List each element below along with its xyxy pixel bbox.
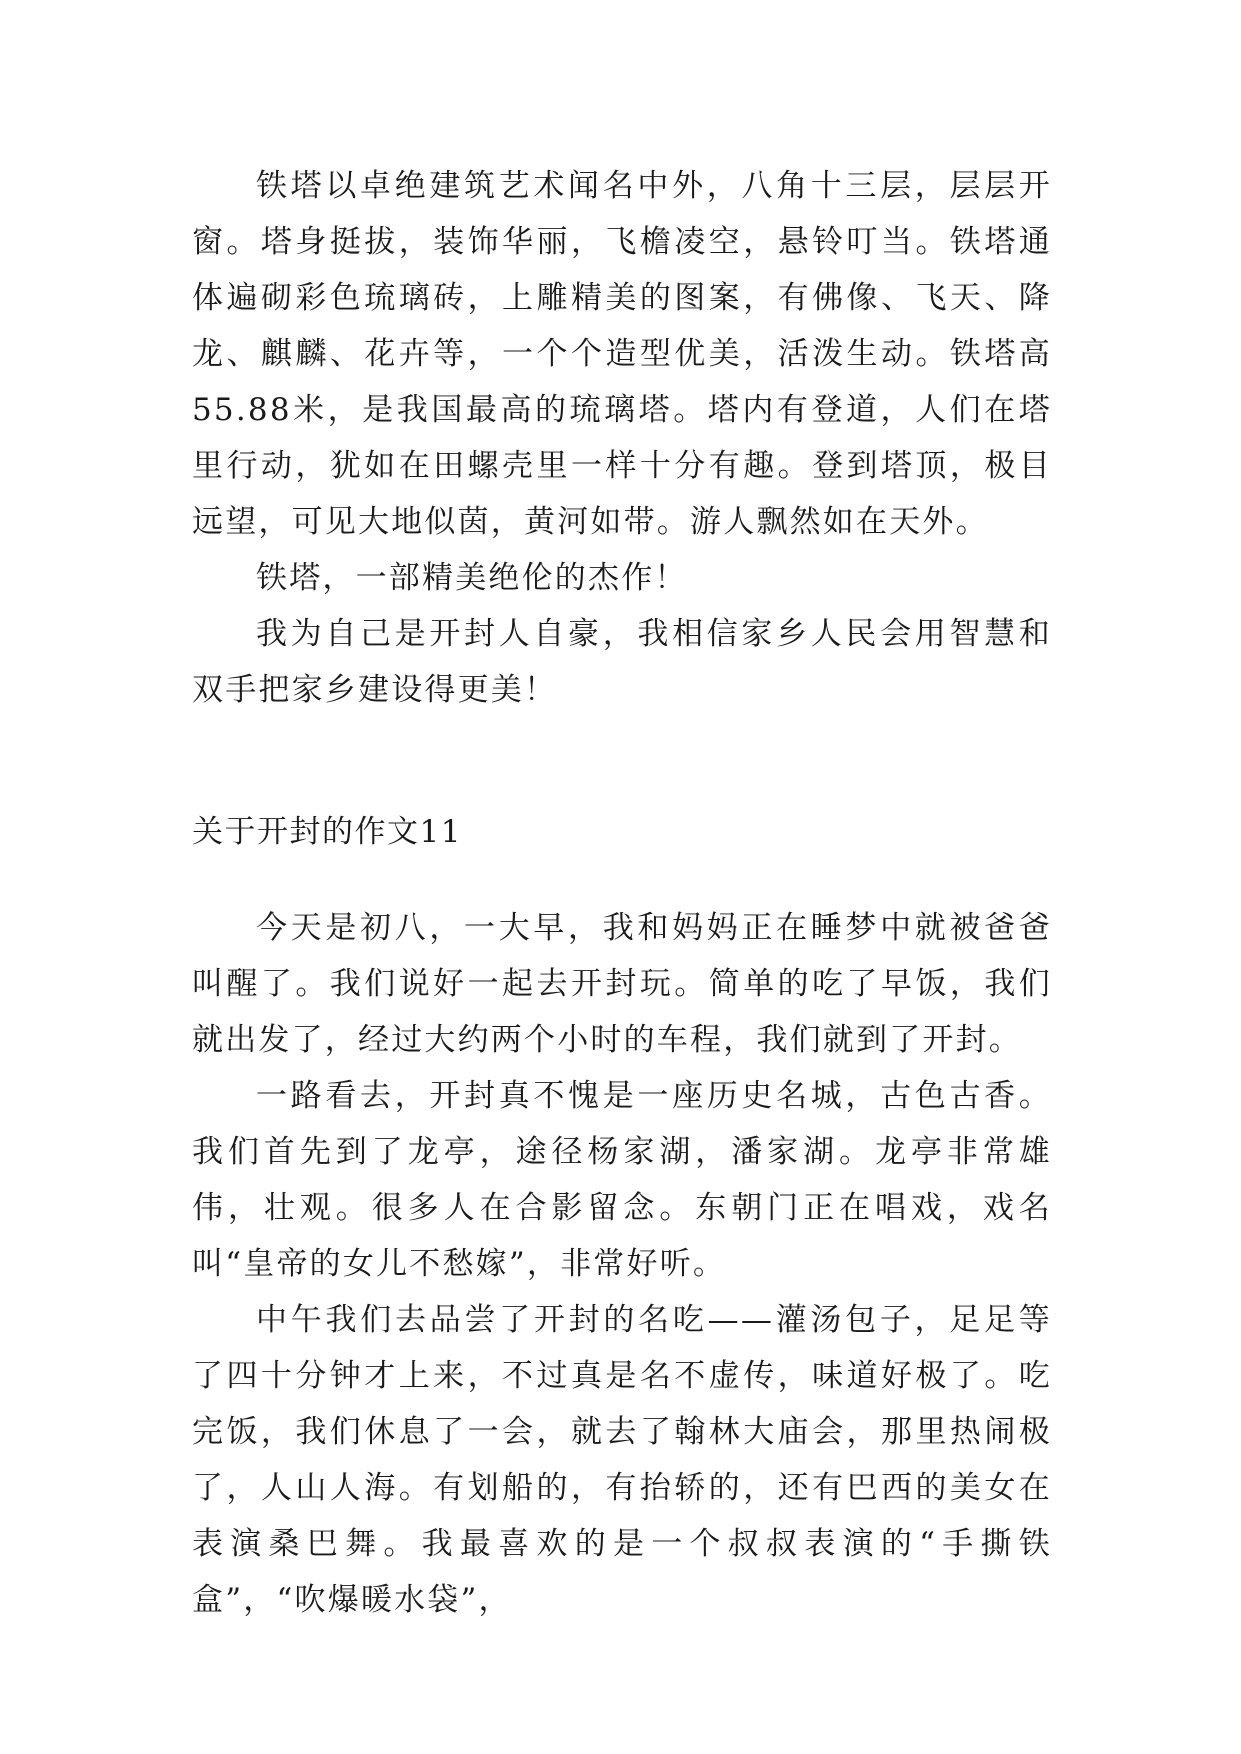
essay-section-iron-tower (192, 158, 1052, 718)
paragraph: 中午我们去品尝了开封的名吃——灌汤包子，足足等了四十分钟才上来，不过真是名不虚传，味道好极了。吃完饭，我们休息了一会，就去了翰林大庙会，那里热闹极了，人山人海。有划船的，有抬轿的，还有巴西的美女在表演桑巴舞。我最喜欢的是一个叔叔表演的“手撕铁盒”，“吹爆暖水袋”， (192, 1302, 1052, 1618)
essay-title: 关于开封的作文11 (192, 814, 462, 850)
paragraph: 我为自己是开封人自豪，我相信家乡人民会用智慧和双手把家乡建设得更美！ (192, 616, 1052, 708)
paragraph: 铁塔，一部精美绝伦的杰作！ (256, 560, 688, 596)
paragraph: 一路看去，开封真不愧是一座历史名城，古色古香。我们首先到了龙亭，途径杨家湖，潘家湖。龙亭非常雄伟，壮观。很多人在合影留念。东朝门正在唱戏，戏名叫“皇帝的女儿不愁嫁”，非常好听。 (192, 1078, 1052, 1282)
paragraph: 铁塔以卓绝建筑艺术闻名中外，八角十三层，层层开窗。塔身挺拔，装饰华丽，飞檐凌空，悬铃叮当。铁塔通体遍砌彩色琉璃砖，上雕精美的图案，有佛像、飞天、降龙、麒麟、花卉等，一个个造型优美，活泼生动。铁塔高55.88米，是我国最高的琉璃塔。塔内有登道，人们在塔里行动，犹如在田螺壳里一样十分有趣。登到塔顶，极目远望，可见大地似茵，黄河如带。游人飘然如在天外。 (192, 168, 1052, 540)
paragraph: 今天是初八，一大早，我和妈妈正在睡梦中就被爸爸叫醒了。我们说好一起去开封玩。简单的吃了早饭，我们就出发了，经过大约两个小时的车程，我们就到了开封。 (192, 910, 1052, 1058)
essay-section-kaifeng-trip (192, 900, 1052, 1628)
